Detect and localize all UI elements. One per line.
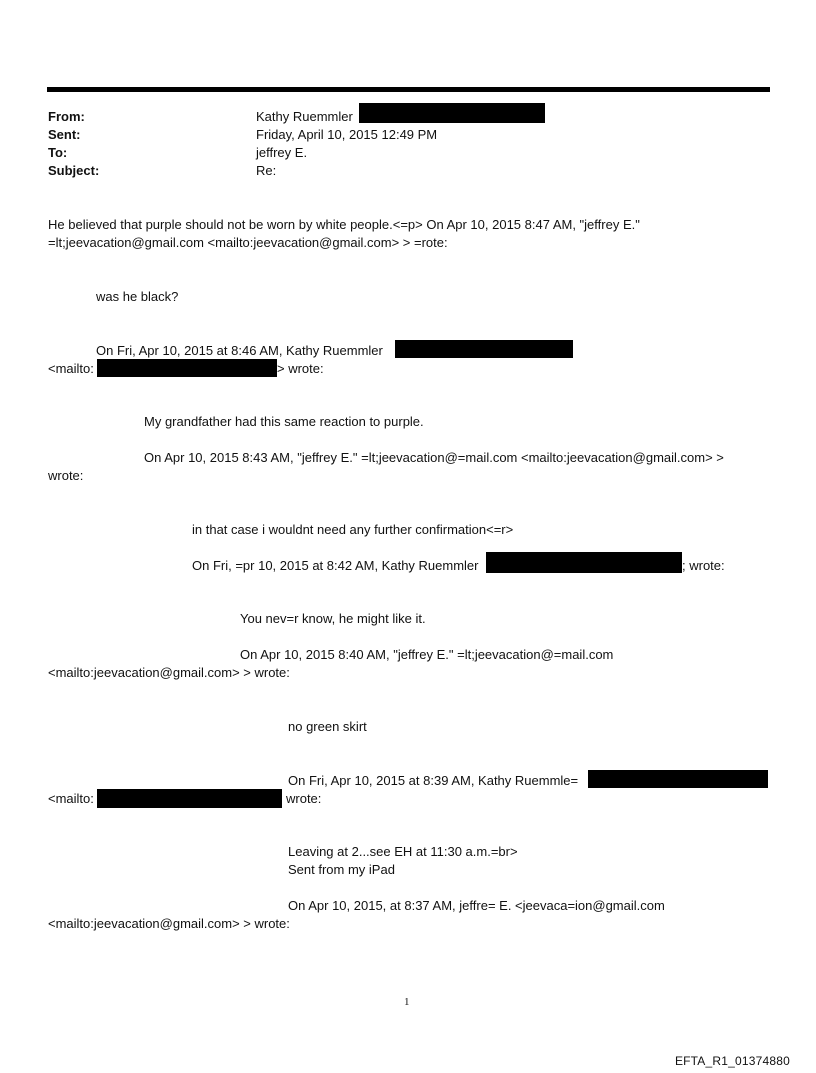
body-line: He believed that purple should not be worn by white people.<=p> On Apr 10, 2015 8:47 AM, "jeffrey E." — [48, 217, 640, 232]
redaction-box — [588, 770, 768, 788]
body-line: <mailto:jeevacation@gmail.com> > wrote: — [48, 916, 290, 931]
from-label: From: — [48, 109, 85, 124]
body-line: On Apr 10, 2015 8:43 AM, "jeffrey E." =lt;jeevacation@=mail.com <mailto:jeevacation@gmail.com> > — [144, 450, 724, 465]
body-line: On Apr 10, 2015 8:40 AM, "jeffrey E." =lt;jeevacation@=mail.com — [240, 647, 614, 662]
body-line: On Fri, =pr 10, 2015 at 8:42 AM, Kathy Ruemmler — [192, 558, 479, 573]
subject-label: Subject: — [48, 163, 100, 178]
redaction-box — [395, 340, 573, 358]
redaction-box — [97, 359, 277, 377]
body-line: My grandfather had this same reaction to purple. — [144, 414, 424, 429]
body-line: wrote: — [286, 791, 322, 806]
body-line: <mailto: — [48, 791, 94, 806]
body-line: no green skirt — [288, 719, 367, 734]
page-number: 1 — [404, 996, 410, 1008]
body-line: On Fri, Apr 10, 2015 at 8:39 AM, Kathy Ruemmle= — [288, 773, 579, 788]
body-line: was he black? — [96, 289, 179, 304]
to-label: To: — [48, 145, 68, 160]
body-line: in that case i wouldnt need any further confirmation<=r> — [192, 522, 514, 537]
body-line: <mailto:jeevacation@gmail.com> > wrote: — [48, 665, 290, 680]
sent-value: Friday, April 10, 2015 12:49 PM — [256, 127, 438, 142]
body-line: On Apr 10, 2015, at 8:37 AM, jeffre= E. <jeevaca=ion@gmail.com — [288, 898, 665, 913]
from-value: Kathy Ruemmler — [256, 109, 353, 124]
sent-label: Sent: — [48, 127, 81, 142]
body-line: =lt;jeevacation@gmail.com <mailto:jeevacation@gmail.com> > =rote: — [48, 235, 448, 250]
redaction-box — [359, 103, 545, 123]
body-line: wrote: — [48, 468, 84, 483]
body-line: You nev=r know, he might like it. — [240, 611, 426, 626]
body-line: <mailto: — [48, 361, 94, 376]
redaction-box — [486, 552, 682, 573]
body-line: > wrote: — [277, 361, 324, 376]
body-line: ; wrote: — [682, 558, 725, 573]
body-line: On Fri, Apr 10, 2015 at 8:46 AM, Kathy Ruemmler — [96, 343, 383, 358]
to-value: jeffrey E. — [256, 145, 308, 160]
body-line: Sent from my iPad — [288, 862, 395, 877]
header-rule — [47, 87, 770, 92]
body-line: Leaving at 2...see EH at 11:30 a.m.=br> — [288, 844, 518, 859]
redaction-box — [97, 789, 282, 808]
bates-number: EFTA_R1_01374880 — [674, 1054, 790, 1068]
subject-value: Re: — [256, 163, 277, 178]
